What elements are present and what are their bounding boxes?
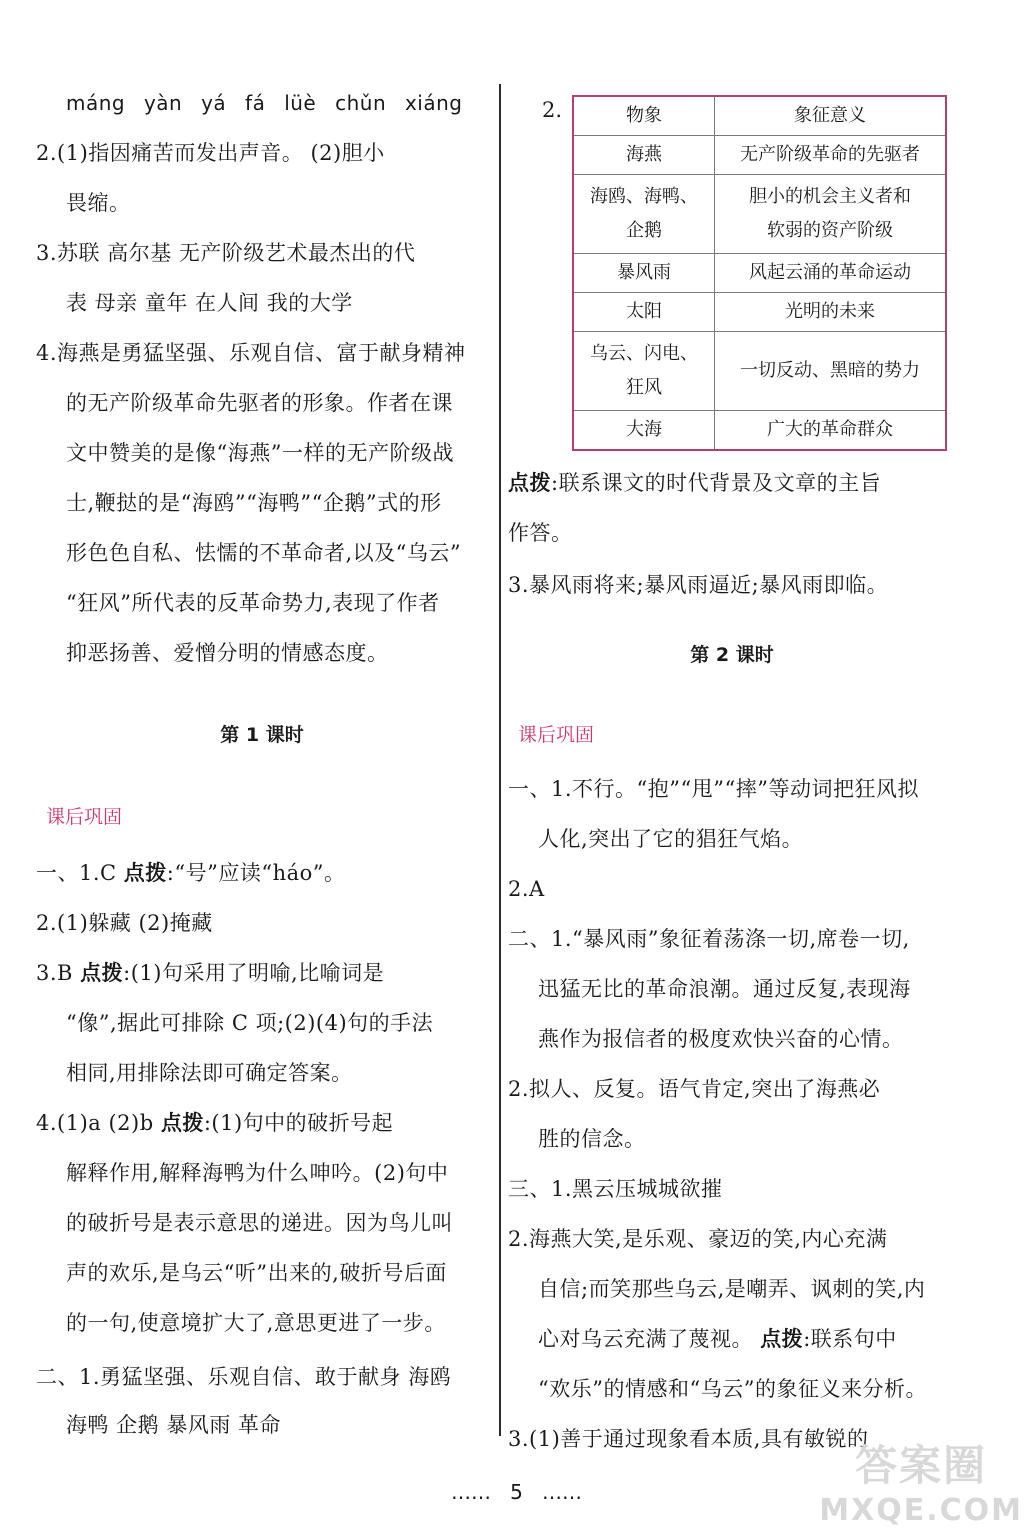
answer-line: 形色色自私、怯懦的不革命者,以及“乌云”: [66, 541, 462, 565]
line-text: 4.(1)a (2)b: [36, 1111, 161, 1135]
table-meaning-cell: [715, 332, 947, 411]
table-row: [573, 411, 946, 451]
answer-line: [508, 1174, 723, 1204]
line-text: :(1)句采用了明喻,比喻词是: [123, 961, 385, 985]
answer-line: [66, 1308, 446, 1338]
cell-line: 一切反动、黑暗的势力: [740, 360, 920, 381]
answer-line: [538, 1374, 927, 1404]
table-meaning-cell: [715, 411, 947, 451]
answer-line: [66, 1058, 353, 1088]
line-text: 二、1.“暴风雨”象征着荡涤一切,席卷一切,: [508, 927, 910, 951]
hint-keyword: 点拨: [80, 960, 124, 985]
cell-line: 软弱的资产阶级: [767, 220, 893, 241]
cell-line: 企鹅: [626, 220, 662, 241]
cell-line: 光明的未来: [785, 301, 875, 322]
line-text: 声的欢乐,是乌云“听”出来的,破折号后面: [66, 1261, 447, 1285]
cell-line: 太阳: [626, 301, 662, 322]
line-text: :(1)句中的破折号起: [203, 1111, 394, 1135]
line-text: “像”,据此可排除 C 项;(2)(4)句的手法: [66, 1011, 434, 1035]
table-header-cell: 物象: [573, 96, 715, 136]
table-row: [573, 293, 946, 332]
hint-keyword: 点拨: [160, 1110, 204, 1135]
answer-line: 文中赞美的是像“海燕”一样的无产阶级战: [66, 441, 454, 465]
table-meaning-cell: [715, 136, 947, 175]
lesson-2-heading: 第 2 课时: [690, 644, 774, 666]
line-text: 3.B: [36, 961, 81, 985]
lesson-1-heading: 第 1 课时: [220, 724, 304, 746]
cell-line: 无产阶级革命的先驱者: [740, 144, 920, 165]
line-text: 3.暴风雨将来;暴风雨逼近;暴风雨即临。: [508, 573, 889, 597]
hint-keyword: 点拨: [760, 1326, 804, 1351]
answer-line: [508, 570, 888, 600]
answer-line: [36, 1362, 451, 1392]
table-object-cell: [573, 411, 715, 451]
hint-keyword: 点拨: [123, 860, 167, 885]
line-text: 2.(1)躲藏 (2)掩藏: [36, 911, 213, 935]
line-text: 胜的信念。: [538, 1127, 646, 1151]
line-text: 的一句,使意境扩大了,意思更进了一步。: [66, 1311, 446, 1335]
line-text: 2.海燕大笑,是乐观、豪迈的笑,内心充满: [508, 1227, 888, 1251]
table-object-cell: [573, 175, 715, 254]
answer-line: [508, 774, 919, 804]
answer-line: 的无产阶级革命先驱者的形象。作者在课: [66, 391, 453, 415]
line-text: 2.拟人、反复。语气肯定,突出了海燕必: [508, 1077, 881, 1101]
answer-line: [66, 1410, 281, 1440]
answer-line: [66, 1258, 447, 1288]
line-text: 一、1.C: [36, 861, 124, 885]
answer-line: [508, 1224, 887, 1254]
table-number: 2.: [542, 98, 563, 122]
answer-line: [508, 874, 545, 904]
column-divider: [499, 84, 501, 1436]
table-header-row: [573, 96, 946, 136]
answer-line: [508, 518, 573, 548]
answer-line: [538, 1324, 897, 1354]
answer-line: [66, 1008, 433, 1038]
line-text: 燕作为报信者的极度欢快兴奋的心情。: [538, 1027, 904, 1051]
line-text: 作答。: [508, 521, 573, 545]
table-row: [573, 254, 946, 293]
line-text: :联系句中: [803, 1327, 897, 1351]
line-text: 相同,用排除法即可确定答案。: [66, 1061, 353, 1085]
line-text: 一、1.不行。“抱”“甩”“摔”等动词把狂风拟: [508, 777, 919, 801]
answer-line: [538, 824, 803, 854]
table-meaning-cell: [715, 254, 947, 293]
cell-line: 风起云涌的革命运动: [749, 262, 911, 283]
line-text: 人化,突出了它的猖狂气焰。: [538, 827, 804, 851]
answer-line: [508, 924, 910, 954]
answer-line: [36, 1108, 393, 1138]
answer-line: 4.海燕是勇猛坚强、乐观自信、富于献身精神: [36, 341, 466, 365]
cell-line: 海燕: [626, 144, 662, 165]
pinyin-line: máng yàn yá fá lüè chǔn xiáng: [66, 91, 463, 115]
line-text: 三、1.黑云压城城欲摧: [508, 1177, 723, 1201]
answer-line: 畏缩。: [66, 191, 131, 215]
line-text: 二、1.勇猛坚强、乐观自信、敢于献身 海鸥: [36, 1365, 452, 1389]
page-number: 5: [510, 1480, 523, 1504]
line-text: 海鸭 企鹅 暴风雨 革命: [66, 1413, 282, 1437]
watermark-url: MXQE.COM: [819, 1493, 1023, 1528]
answer-line: [66, 1158, 448, 1188]
table-row: [573, 175, 946, 254]
cell-line: 大海: [626, 419, 662, 440]
table-row: [573, 332, 946, 411]
answer-line: [36, 858, 346, 888]
answer-line: [538, 1024, 904, 1054]
line-text: :联系课文的时代背景及文章的主旨: [551, 471, 882, 495]
section-label-after-class-2: 课后巩固: [518, 724, 595, 746]
answer-line: [66, 1208, 453, 1238]
answer-line: [508, 468, 881, 498]
table-object-cell: [573, 293, 715, 332]
table-row: [573, 136, 946, 175]
table-object-cell: [573, 332, 715, 411]
answer-line: 士,鞭挞的是“海鸥”“海鸭”“企鹅”式的形: [66, 491, 442, 515]
table-object-cell: [573, 136, 715, 175]
cell-line: 狂风: [626, 377, 662, 398]
watermark: [819, 1433, 1023, 1528]
line-text: 迅猛无比的革命浪潮。通过反复,表现海: [538, 977, 911, 1001]
answer-line: [508, 1424, 868, 1454]
answer-line: [538, 974, 911, 1004]
answer-line: 2.(1)指因痛苦而发出声音。 (2)胆小: [36, 141, 385, 165]
answer-line: [36, 908, 213, 938]
cell-line: 暴风雨: [617, 262, 671, 283]
footer-dots-right: ……: [541, 1480, 582, 1504]
answer-line: “狂风”所代表的反革命势力,表现了作者: [66, 591, 440, 615]
table-meaning-cell: [715, 175, 947, 254]
line-text: 自信;而笑那些乌云,是嘲弄、讽刺的笑,内: [538, 1277, 926, 1301]
line-text: “欢乐”的情感和“乌云”的象征义来分析。: [538, 1377, 927, 1401]
table-object-cell: [573, 254, 715, 293]
cell-line: 乌云、闪电、: [590, 343, 698, 364]
cell-line: 海鸥、海鸭、: [590, 186, 698, 207]
answer-line: [508, 1074, 880, 1104]
symbolism-table: [572, 95, 947, 451]
answer-line: [538, 1274, 925, 1304]
hint-keyword: 点拨: [508, 470, 551, 495]
line-text: 心对乌云充满了蔑视。: [538, 1327, 761, 1351]
answer-line: [36, 958, 384, 988]
table-meaning-cell: [715, 293, 947, 332]
cell-line: 广大的革命群众: [767, 419, 893, 440]
footer-dots-left: ……: [451, 1480, 492, 1504]
line-text: :“号”应读“háo”。: [166, 861, 346, 885]
line-text: 3.(1)善于通过现象看本质,具有敏锐的: [508, 1427, 869, 1451]
answer-line: 抑恶扬善、爱憎分明的情感态度。: [66, 641, 389, 665]
answer-line: [538, 1124, 646, 1154]
table-header-cell: 象征意义: [715, 96, 947, 136]
answer-line: 表 母亲 童年 在人间 我的大学: [66, 291, 353, 315]
line-text: 解释作用,解释海鸭为什么呻吟。(2)句中: [66, 1161, 449, 1185]
section-label-after-class: 课后巩固: [46, 806, 123, 828]
answer-line: 3.苏联 高尔基 无产阶级艺术最杰出的代: [36, 241, 416, 265]
cell-line: 胆小的机会主义者和: [749, 186, 911, 207]
watermark-logo: 答案圈: [855, 1441, 988, 1490]
line-text: 2.A: [508, 877, 545, 901]
line-text: 的破折号是表示意思的递进。因为鸟儿叫: [66, 1211, 453, 1235]
